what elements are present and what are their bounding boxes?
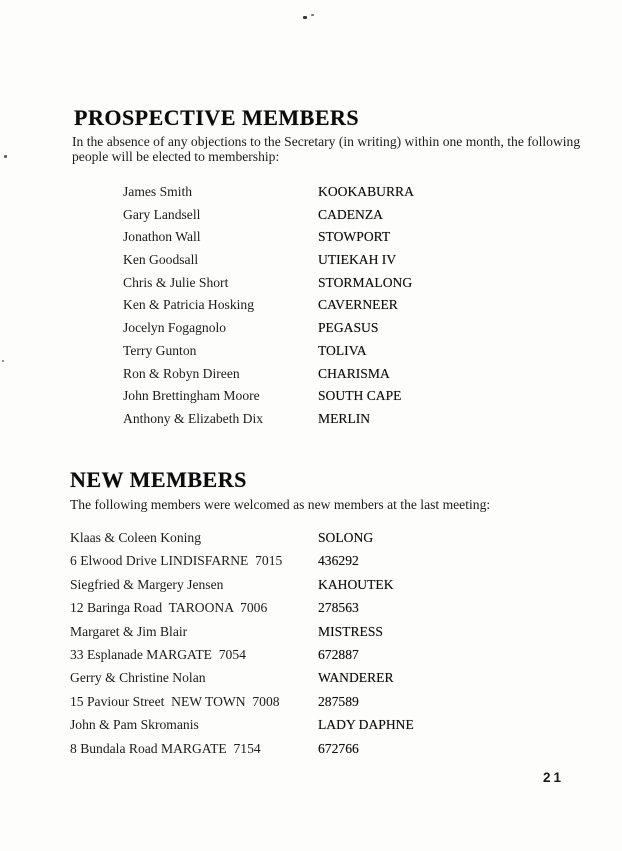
member-name: Gary Landsell: [123, 206, 201, 222]
member-row: [123, 207, 543, 230]
boat-name: TOLIVA: [318, 342, 367, 358]
boat-or-phone: 672766: [318, 740, 359, 756]
new-member-row: [70, 694, 550, 717]
member-name-or-address: Siegfried & Margery Jensen: [70, 576, 224, 592]
boat-or-phone: SOLONG: [318, 530, 374, 545]
new-member-row: [70, 624, 550, 647]
member-name-or-address: 12 Baringa Road TAROONA 7006: [70, 600, 268, 616]
new-member-row: [70, 577, 550, 600]
boat-name: CAVERNEER: [318, 297, 398, 313]
member-row: [123, 343, 543, 366]
boat-name: CHARISMA: [318, 365, 390, 381]
member-row: [123, 366, 543, 389]
new-member-row: [70, 647, 550, 670]
boat-name: STORMALONG: [318, 274, 413, 290]
member-row: [123, 229, 543, 252]
boat-name: KOOKABURRA: [318, 184, 414, 199]
boat-name: STOWPORT: [318, 229, 391, 245]
member-name: Chris & Julie Short: [123, 274, 229, 290]
new-member-row: [70, 670, 550, 693]
boat-or-phone: MISTRESS: [318, 623, 383, 639]
new-members-title: NEW MEMBERS: [70, 466, 247, 492]
member-name-or-address: 6 Elwood Drive LINDISFARNE 7015: [70, 553, 283, 569]
member-name: Terry Gunton: [123, 342, 197, 358]
prospective-members-intro: In the absence of any objections to the Secretary (in writing) within one month, the following people will be elected to membership:: [72, 133, 581, 165]
member-name: Jocelyn Fogagnolo: [123, 320, 227, 336]
new-members-list: [70, 530, 550, 764]
new-member-row: [70, 741, 550, 764]
page-number: 21: [543, 770, 565, 785]
member-name: Ken Goodsall: [123, 252, 199, 268]
member-row: [123, 388, 543, 411]
member-name: Anthony & Elizabeth Dix: [123, 410, 264, 426]
boat-or-phone: 278563: [318, 600, 359, 616]
member-name: James Smith: [123, 184, 193, 199]
boat-or-phone: 436292: [318, 553, 359, 569]
prospective-members-list: [123, 184, 543, 434]
member-row: [123, 275, 543, 298]
member-name-or-address: 15 Paviour Street NEW TOWN 7008: [70, 693, 280, 709]
boat-or-phone: 287589: [318, 693, 359, 709]
member-name: Ron & Robyn Direen: [123, 365, 240, 381]
member-name: Jonathon Wall: [123, 229, 201, 245]
member-row: [123, 411, 543, 434]
boat-name: CADENZA: [318, 206, 383, 222]
boat-or-phone: 672887: [318, 646, 359, 662]
member-name-or-address: Gerry & Christine Nolan: [70, 670, 206, 686]
member-name-or-address: Klaas & Coleen Koning: [70, 530, 202, 545]
boat-or-phone: KAHOUTEK: [318, 576, 394, 592]
member-name-or-address: Margaret & Jim Blair: [70, 623, 188, 639]
member-name: Ken & Patricia Hosking: [123, 297, 255, 313]
new-members-intro: The following members were welcomed as new members at the last meeting:: [70, 496, 491, 512]
member-row: [123, 184, 543, 207]
member-row: [123, 320, 543, 343]
member-row: [123, 252, 543, 275]
boat-or-phone: WANDERER: [318, 670, 394, 686]
boat-name: SOUTH CAPE: [318, 388, 402, 404]
boat-or-phone: LADY DAPHNE: [318, 717, 414, 733]
scan-speckle: [2, 360, 4, 362]
boat-name: UTIEKAH IV: [318, 252, 397, 268]
member-name-or-address: 8 Bundala Road MARGATE 7154: [70, 740, 261, 756]
member-name: John Brettingham Moore: [123, 388, 260, 404]
member-row: [123, 297, 543, 320]
member-name-or-address: 33 Esplanade MARGATE 7054: [70, 646, 246, 662]
scan-speckle: [311, 14, 314, 16]
new-member-row: [70, 600, 550, 623]
new-member-row: [70, 553, 550, 576]
scan-speckle: [4, 155, 7, 158]
new-member-row: [70, 530, 550, 553]
member-name-or-address: John & Pam Skromanis: [70, 717, 199, 733]
boat-name: MERLIN: [318, 410, 371, 426]
boat-name: PEGASUS: [318, 320, 379, 336]
prospective-members-title: PROSPECTIVE MEMBERS: [74, 104, 360, 130]
scan-speckle: [303, 16, 307, 19]
new-member-row: [70, 717, 550, 740]
